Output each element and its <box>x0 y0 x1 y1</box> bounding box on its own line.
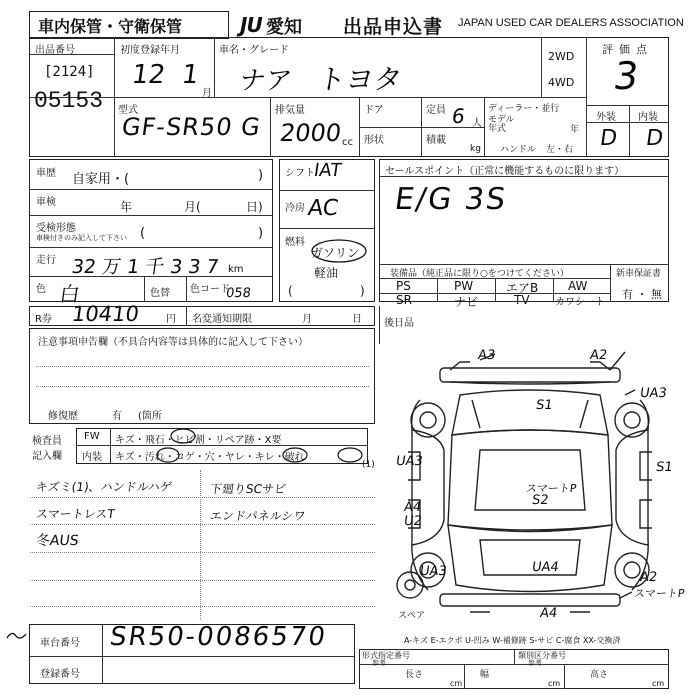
inspector-circles <box>110 428 370 464</box>
type-value: GF-SR50 G <box>120 113 263 141</box>
model-year-label: モデル 年式 <box>488 115 515 134</box>
ju-logo: JU <box>240 13 262 37</box>
score-value: 3 <box>610 54 642 98</box>
fw-text: キズ・飛石・ヒビ割・リペア跡・X要 <box>115 435 282 446</box>
inspector-note-3: 冬AUS <box>34 533 80 549</box>
width-label: 幅 <box>480 670 490 680</box>
equip-sr: SR <box>396 293 412 307</box>
chassis-number: SR50-0086570 <box>107 622 329 652</box>
chassis-label: 車台番号 <box>40 638 80 649</box>
mark-ua3-right: UA3 <box>638 386 668 401</box>
mileage-unit: km <box>228 264 244 275</box>
displacement-value: 2000 <box>278 119 344 147</box>
color-value: 白 <box>58 282 82 306</box>
equip-airbag: エアB <box>506 281 539 295</box>
mark-s2: S2 <box>530 493 550 508</box>
inspector-note-1: キズミ(1)、ハンドルハゲ <box>34 480 173 494</box>
accepted-label: 受検形態 <box>36 223 76 234</box>
class-label: 類別区分番号 <box>518 651 566 660</box>
registration-month: 1 <box>179 60 201 90</box>
recycle-label: R券 <box>35 314 52 325</box>
shift-label: シフト <box>285 168 315 179</box>
cert-ref: 参考 <box>372 659 386 667</box>
interior-label: 内装 <box>638 112 658 123</box>
height-label: 高さ <box>590 670 609 680</box>
lot-bracket: [2124] <box>44 64 95 80</box>
mark-s1-right: S1 <box>654 460 674 475</box>
after-label: 後日品 <box>384 318 414 329</box>
inspector-note-2: スマートレスT <box>34 507 116 521</box>
spare-label: スペア <box>398 611 426 621</box>
exterior-label: 外装 <box>596 112 616 123</box>
notice-day: 日 <box>352 314 362 325</box>
inspector-note-2b: エンドパネルシワ <box>208 509 307 523</box>
model-maker: トヨタ <box>315 63 405 96</box>
association-name: 愛知 <box>266 17 302 38</box>
fuel-close: ) <box>360 284 365 298</box>
exterior-grade: D <box>598 126 619 151</box>
storage-label: 車内保管・守衛保管 <box>38 17 183 36</box>
displacement-label: 排気量 <box>275 105 305 116</box>
capacity-value: 6 <box>450 104 467 128</box>
mark-u2-left: U2 <box>402 514 423 529</box>
inspector-label: 検査員 <box>32 436 62 447</box>
shape-label: 形状 <box>364 135 384 146</box>
handle-label: ハンドル <box>500 145 537 155</box>
accepted-open: ( <box>140 226 146 241</box>
register-label: 登録番号 <box>40 669 80 680</box>
shaken-label: 車検 <box>36 197 56 208</box>
year-unit: 年 <box>570 125 580 135</box>
month-unit: 月 <box>202 88 212 99</box>
class-ref: 参考 <box>528 659 542 667</box>
fuel-gasoline: ガソリン <box>311 246 360 260</box>
warranty-options: 有 ・ 無 <box>622 288 662 301</box>
color-change-label: 色替 <box>150 288 170 299</box>
height-unit: cm <box>652 679 665 688</box>
english-title: JAPAN USED CAR DEALERS ASSOCIATION <box>458 17 684 29</box>
repair-history-value: 有 <box>112 411 122 422</box>
recycle-unit: 円 <box>166 314 176 325</box>
damage-legend: A-キズ E-エクボ U-凹み W-補修跡 S-サビ C-腐食 XX-交換済 <box>404 636 621 645</box>
equip-seat: カワシート <box>555 297 605 308</box>
repair-history-label: 修復歴 <box>48 411 78 422</box>
repair-history-paren: (箇所 <box>138 411 162 422</box>
fuel-open: ( <box>288 284 293 298</box>
sales-point-label: セールスポイント（正常に機能するものに限ります） <box>385 166 625 177</box>
equip-aw: AW <box>568 279 588 293</box>
model-name-label: 車名・グレード <box>219 45 289 56</box>
inspector-mark: (1) <box>362 460 375 470</box>
history-value: 自家用・( <box>72 172 130 187</box>
ac-label: 冷房 <box>285 203 305 214</box>
displacement-unit: cc <box>342 137 353 148</box>
mark-smart-p-rear: スマートP <box>633 587 686 600</box>
accepted-close: ) <box>258 226 264 241</box>
interior-row-text: キズ・汚れ・コゲ・穴・ヤレ・キレ・破れ <box>115 452 305 463</box>
mark-ua3-rear: UA3 <box>418 564 448 579</box>
dealer-label: ディーラー・並行 <box>488 104 560 114</box>
fuel-circle <box>310 238 370 264</box>
fw-label: FW <box>84 431 100 442</box>
history-close: ) <box>258 168 264 183</box>
accepted-sub: 車検付きのみ記入して下さい <box>36 234 127 242</box>
fuel-label: 燃料 <box>285 237 305 248</box>
mileage-value: 32 万 1 千 3 3 7 <box>70 256 221 278</box>
shaken-month: 月( <box>184 200 201 214</box>
score-label: 評価点 <box>602 43 653 56</box>
handle-lr: 左・右 <box>546 145 574 155</box>
interior-grade: D <box>644 126 665 151</box>
capacity-unit: 人 <box>472 118 482 129</box>
mark-ua3-left: UA3 <box>394 454 424 469</box>
mark-s1-roof: S1 <box>534 398 554 413</box>
drive-2wd: 2WD <box>548 50 575 63</box>
mark-ua4: UA4 <box>530 560 560 575</box>
equip-navi: ナビ <box>454 295 479 309</box>
shaken-day: 日) <box>246 200 263 214</box>
notice-month: 月 <box>302 314 312 325</box>
shift-value: IAT <box>312 160 343 181</box>
lot-label: 出品番号 <box>35 45 75 56</box>
length-unit: cm <box>450 679 463 688</box>
notice-label: 名変通知期限 <box>192 314 252 325</box>
fuel-diesel: 軽油 <box>314 266 339 280</box>
mark-a4-left: A4 <box>402 500 423 515</box>
ac-value: AC <box>306 196 340 221</box>
door-label: ドア <box>364 105 384 116</box>
registration-label: 初度登録年月 <box>120 45 180 56</box>
mark-a2-top: A2 <box>588 348 609 363</box>
lot-number: 05153 <box>34 88 104 114</box>
mark-a4-rear: A4 <box>538 606 559 621</box>
inspector-note-1b: 下廻りSCサビ <box>208 482 287 496</box>
notes-label: 注意事項申告欄（不具合内容等は具体的に記入して下さい） <box>38 337 308 348</box>
width-unit: cm <box>548 679 561 688</box>
sales-point-value: E/G 3S <box>392 182 510 217</box>
equipment-label: 装備品（純正品に限り○をつけてください） <box>390 269 569 279</box>
color-label: 色 <box>36 284 46 295</box>
mark-a3-top: A3 <box>476 348 497 363</box>
history-label: 車歴 <box>36 168 56 179</box>
inspector-entry: 記入欄 <box>32 451 62 462</box>
mark-a2-rear: A2 <box>638 570 659 585</box>
equip-ps: PS <box>396 279 411 293</box>
cert-label: 形式指定番号 <box>362 651 410 660</box>
registration-year: 12 <box>129 60 168 90</box>
warranty-label: 新車保証書 <box>616 269 662 279</box>
color-code: 058 <box>224 286 252 301</box>
recycle-value: 10410 <box>70 302 141 326</box>
mileage-label: 走行 <box>36 255 56 266</box>
equip-tv: TV <box>514 293 530 307</box>
load-label: 積載 <box>426 135 446 146</box>
load-unit: kg <box>470 144 481 154</box>
shaken-year: 年 <box>120 200 133 214</box>
equip-pw: PW <box>454 279 474 293</box>
type-label: 型式 <box>118 105 138 116</box>
model-grade: ナア <box>237 66 294 96</box>
color-code-label: 色コード <box>190 284 230 295</box>
check-mark-icon <box>6 628 28 642</box>
capacity-label: 定員 <box>426 105 446 116</box>
mark-smart-p: スマートP <box>525 482 578 495</box>
length-label: 長さ <box>405 670 424 680</box>
document-title: 出品申込書 <box>343 16 444 38</box>
interior-row-label: 内装 <box>82 452 102 463</box>
drive-4wd: 4WD <box>548 76 575 89</box>
